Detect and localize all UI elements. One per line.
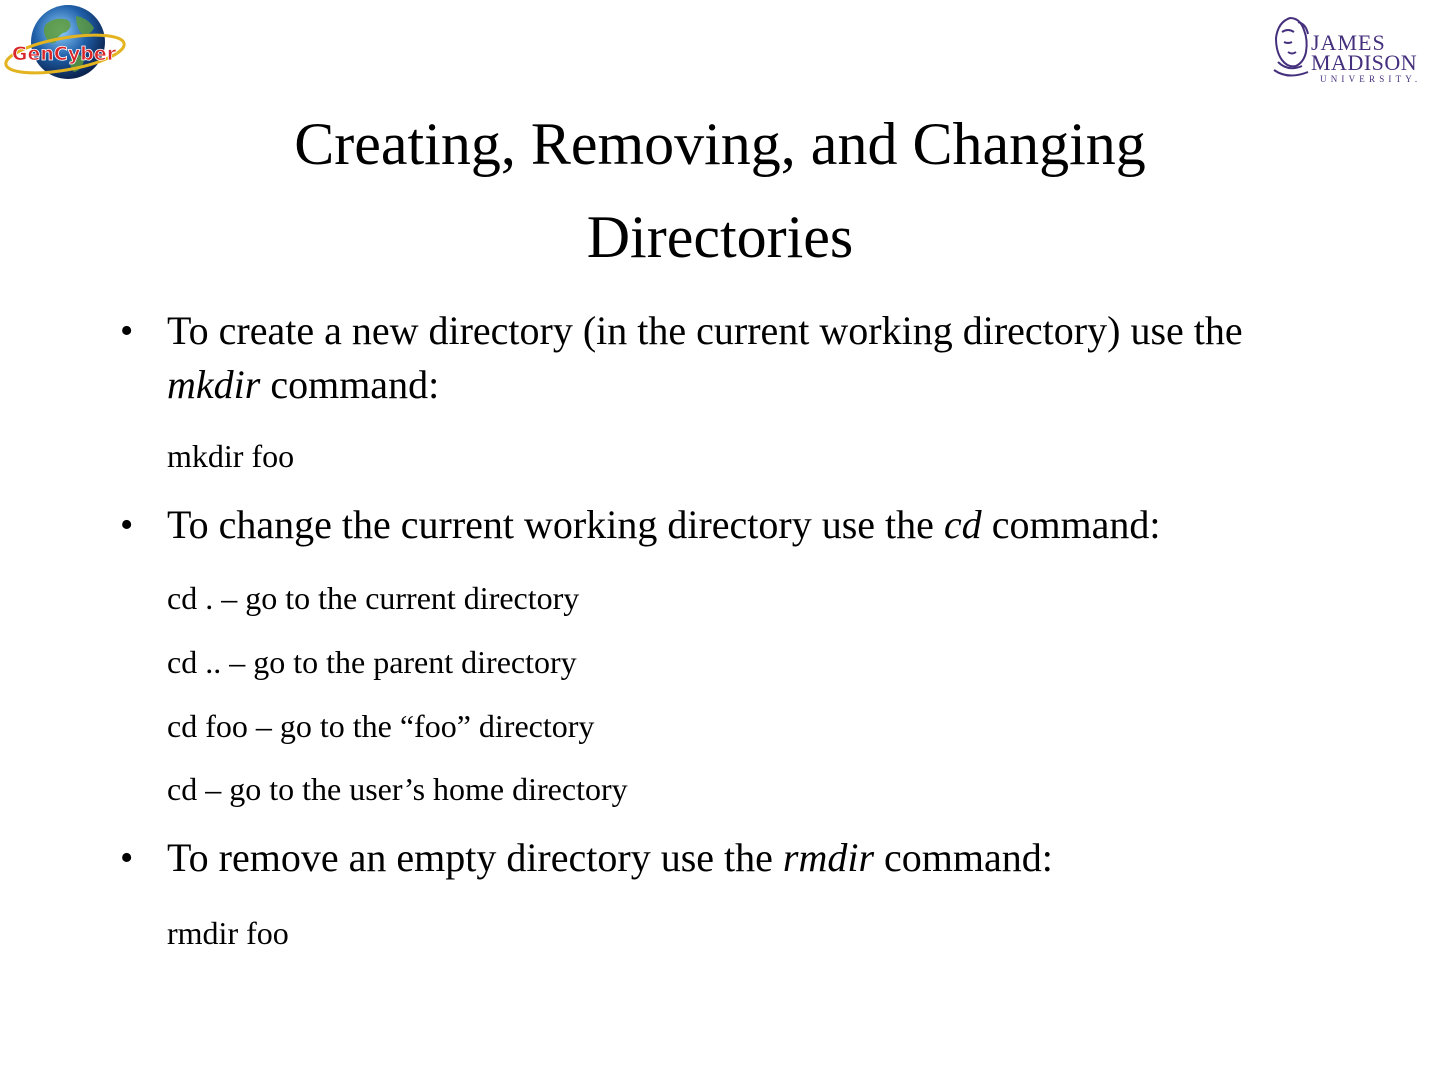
bullet-item-mkdir [120, 304, 1320, 412]
command-name-cd: cd [943, 502, 982, 547]
bullet-text-before: To remove an empty directory use the [167, 835, 783, 880]
bullet-text [167, 831, 1320, 885]
jmu-wordmark-university: UNIVERSITY. [1320, 74, 1422, 84]
bullet-text-after: command: [260, 362, 440, 407]
example-line: cd . – go to the current directory [167, 580, 580, 616]
bullet-item-cd [120, 498, 1320, 552]
example-line: cd – go to the user’s home directory [167, 771, 628, 807]
jmu-wordmark-madison: MADISON [1311, 50, 1418, 75]
command-name-mkdir: mkdir [167, 362, 261, 407]
jmu-wordmark-james: JAMES [1311, 30, 1386, 55]
slide-title-line-2: Directories [586, 204, 854, 270]
command-name-rmdir: rmdir [782, 835, 875, 880]
bullet-text-before: To create a new directory (in the current working directory) use the [167, 308, 1243, 353]
bullet-icon: • [120, 310, 134, 352]
example-line: cd .. – go to the parent directory [167, 644, 577, 680]
bullet-item-rmdir [120, 831, 1320, 885]
gencyber-wordmark: GenCyber [11, 43, 117, 65]
bullet-text-after: command: [874, 835, 1053, 880]
example-line: rmdir foo [167, 915, 289, 951]
bullet-text-after: command: [981, 502, 1161, 547]
bullet-icon: • [120, 504, 134, 546]
bullet-icon: • [120, 837, 134, 879]
bullet-text-before: To change the current working directory use the [167, 502, 944, 547]
slide-title-line-1: Creating, Removing, and Changing [294, 111, 1146, 177]
bullet-text [167, 498, 1320, 552]
example-line: mkdir foo [167, 438, 295, 474]
example-line: cd foo – go to the “foo” directory [167, 708, 595, 744]
bullet-text [167, 304, 1320, 412]
